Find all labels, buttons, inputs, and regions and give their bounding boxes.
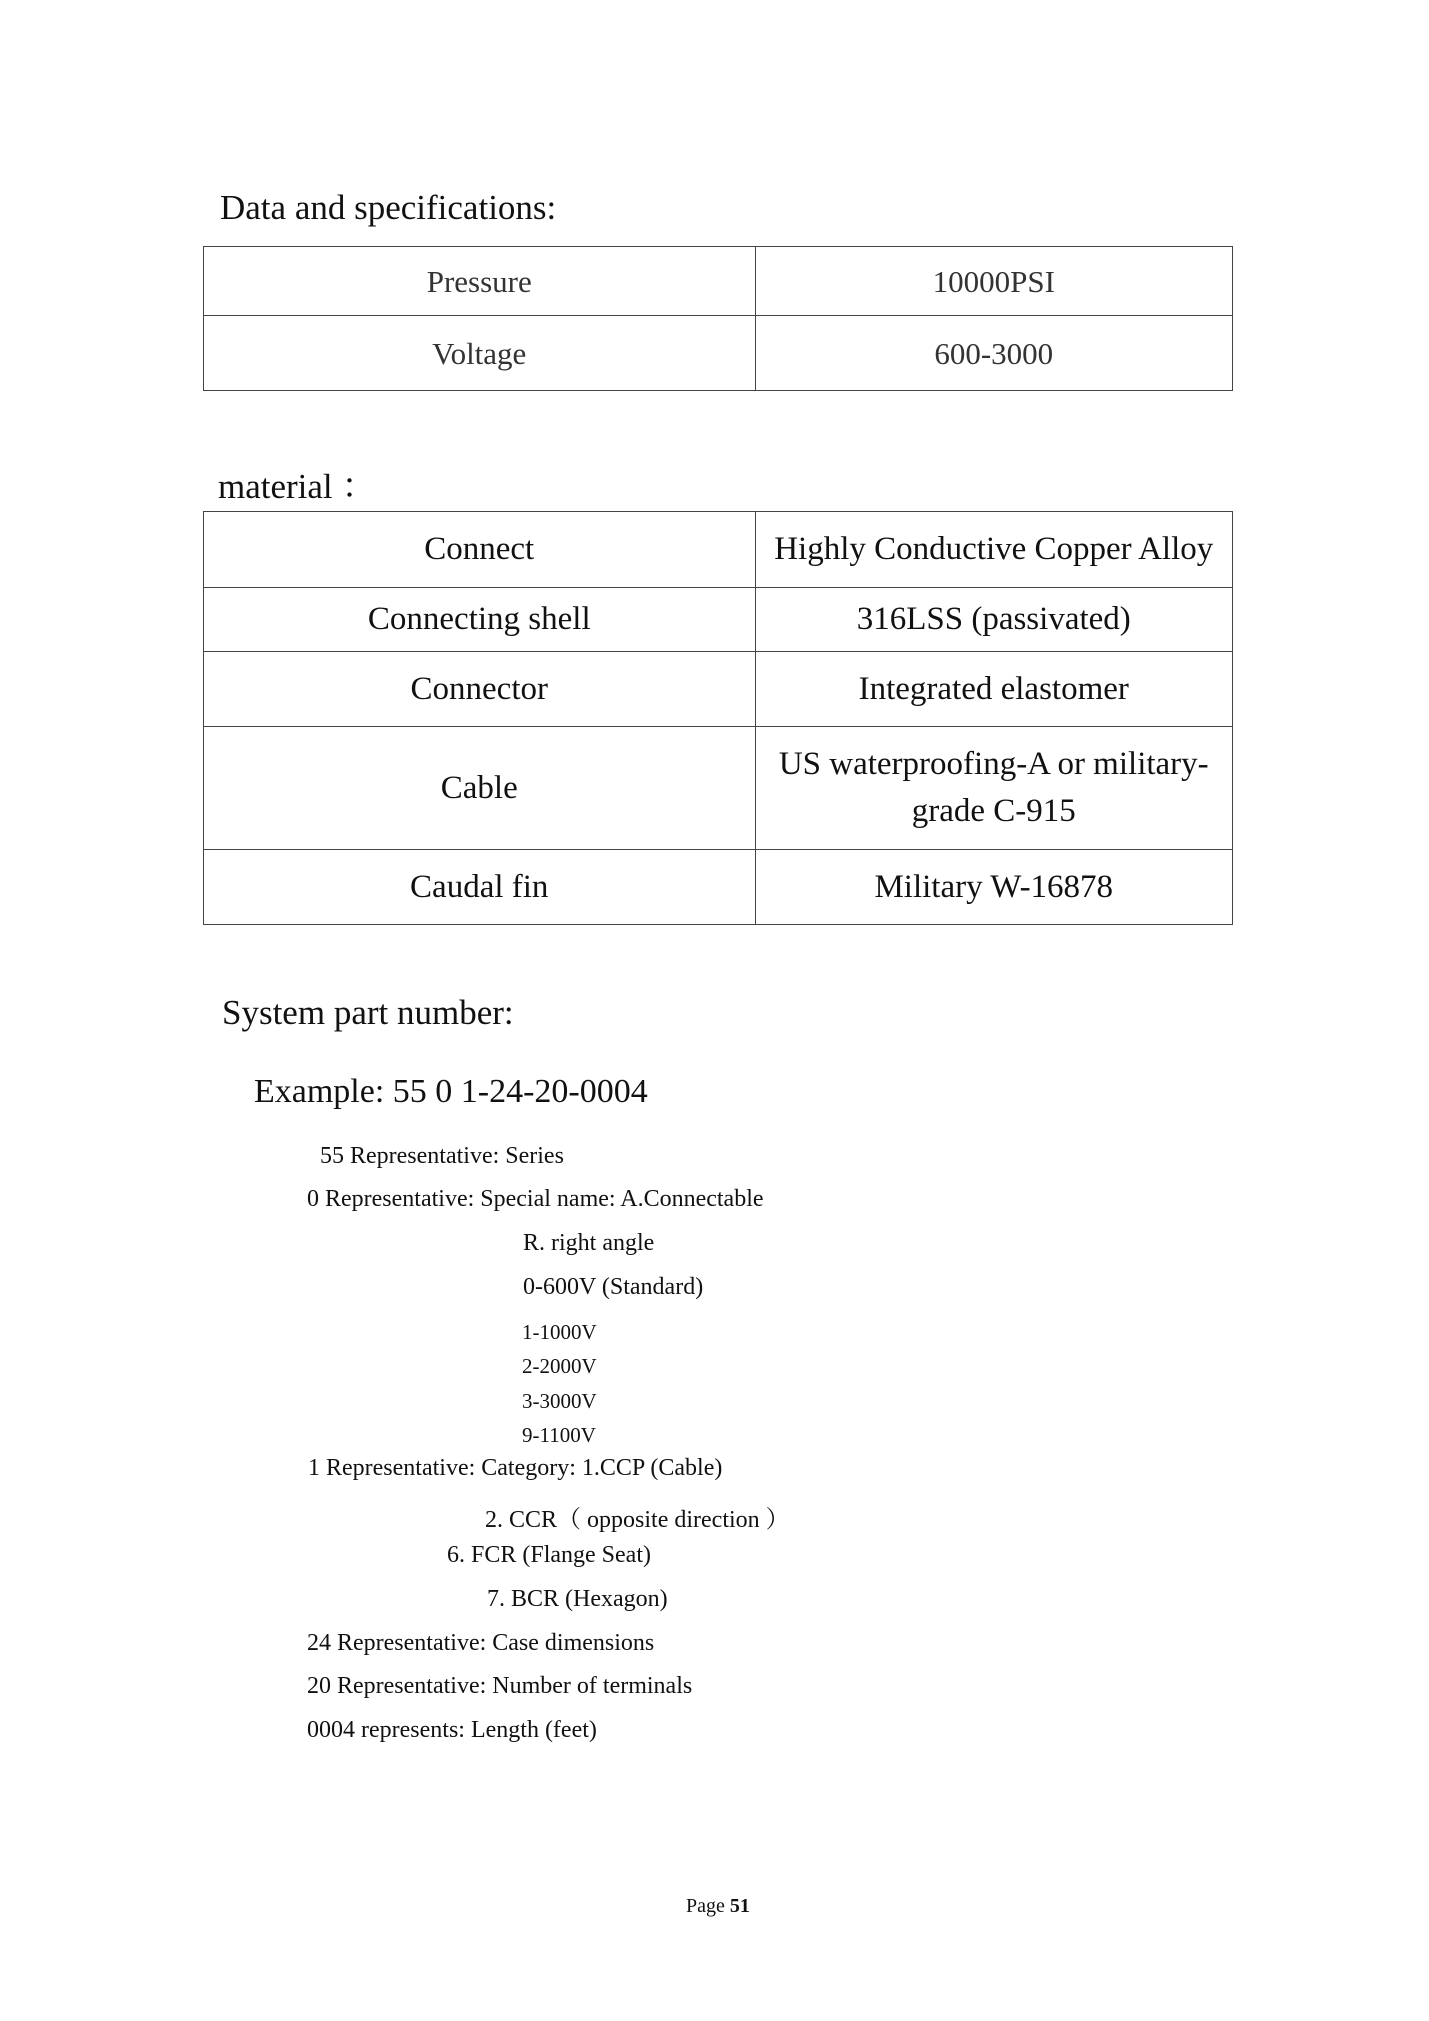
table-row: [204, 850, 1233, 925]
table-row: [204, 727, 1233, 850]
part-line-right-angle: R. right angle: [523, 1230, 655, 1256]
data-specifications-heading: Data and specifications:: [220, 188, 557, 227]
table-cell-label: Connecting shell: [204, 588, 756, 652]
table-row: [204, 588, 1233, 652]
table-row: [204, 652, 1233, 727]
part-line-1100v: 9-1100V: [522, 1423, 596, 1447]
table-cell-label: Caudal fin: [204, 850, 756, 925]
table-cell-label: Connect: [204, 512, 756, 588]
table-row: [204, 512, 1233, 588]
table-cell-label: Cable: [204, 727, 756, 850]
data-specifications-table: [203, 246, 1233, 391]
table-cell-value: Integrated elastomer: [755, 652, 1233, 727]
table-row: [204, 247, 1233, 316]
table-cell-value: Military W-16878: [755, 850, 1233, 925]
part-line-3000v: 3-3000V: [522, 1389, 597, 1413]
page-number: [686, 1895, 750, 1918]
table-cell-value: Highly Conductive Copper Alloy: [755, 512, 1233, 588]
part-line-2000v: 2-2000V: [522, 1354, 597, 1378]
part-number-example: Example: 55 0 1-24-20-0004: [254, 1073, 648, 1110]
table-cell-value: 600-3000: [755, 316, 1233, 391]
table-cell-label: Voltage: [204, 316, 756, 391]
table-cell-label: Connector: [204, 652, 756, 727]
material-table: [203, 511, 1233, 925]
part-line-series: 55 Representative: Series: [320, 1143, 564, 1169]
table-cell-value: 10000PSI: [755, 247, 1233, 316]
table-cell-value: 316LSS (passivated): [755, 588, 1233, 652]
page-label: Page: [686, 1895, 725, 1917]
part-line-fcr: 6. FCR (Flange Seat): [447, 1542, 651, 1568]
material-heading: material ：: [218, 467, 377, 506]
part-line-length: 0004 represents: Length (feet): [307, 1717, 597, 1743]
part-line-1000v: 1-1000V: [522, 1320, 597, 1344]
table-cell-label: Pressure: [204, 247, 756, 316]
part-line-category: 1 Representative: Category: 1.CCP (Cable): [308, 1455, 723, 1481]
part-line-special-name: 0 Representative: Special name: A.Connectable: [307, 1186, 764, 1212]
part-line-600v: 0-600V (Standard): [523, 1274, 704, 1300]
part-line-ccr: 2. CCR（ opposite direction ）: [485, 1507, 790, 1533]
page-number-value: 51: [729, 1895, 750, 1917]
part-line-terminals: 20 Representative: Number of terminals: [307, 1673, 693, 1699]
part-line-case-dimensions: 24 Representative: Case dimensions: [307, 1630, 655, 1656]
table-cell-value: US waterproofing-A or military-grade C-915: [755, 727, 1233, 850]
table-row: [204, 316, 1233, 391]
system-part-number-heading: System part number:: [222, 993, 514, 1032]
part-line-bcr: 7. BCR (Hexagon): [487, 1586, 668, 1612]
